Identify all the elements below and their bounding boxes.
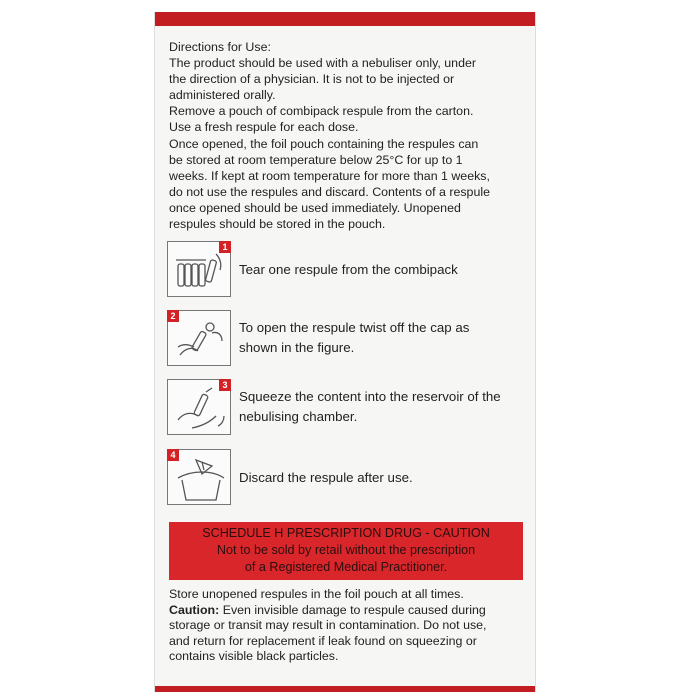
directions-text (169, 39, 533, 232)
step-3-line: Squeeze the content into the reservoir of the (239, 389, 501, 404)
step-1 (167, 241, 527, 301)
caution-line: Not to be sold by retail without the prescription (216, 543, 476, 557)
step-1-line: Tear one respule from the combipack (239, 262, 458, 277)
step-1-text (239, 260, 458, 280)
discard-bin-icon (172, 456, 228, 502)
directions-line: Once opened, the foil pouch containing the respules can (169, 136, 479, 151)
storage-line: storage or transit may result in contamination. Do not use, (169, 618, 487, 632)
storage-line: Store unopened respules in the foil pouch at all times. (169, 587, 464, 601)
directions-line: once opened should be used immediately. Unopened (169, 200, 461, 215)
respule-strip-icon (172, 248, 228, 294)
step-4 (167, 449, 527, 509)
step-2-illustration (167, 310, 231, 366)
storage-caution-line (169, 603, 533, 619)
directions-line: be stored at room temperature below 25°C for up to 1 (169, 152, 463, 167)
step-2-number: 2 (167, 310, 179, 322)
step-3-line: nebulising chamber. (239, 409, 358, 424)
directions-line: The product should be used with a nebuliser only, under (169, 56, 476, 71)
directions-line: weeks. If kept at room temperature for more than 1 weeks, (169, 168, 490, 183)
step-4-illustration (167, 449, 231, 505)
directions-line: administered orally. (169, 88, 276, 103)
storage-text (169, 587, 533, 665)
caution-line: of a Registered Medical Practitioner. (244, 560, 448, 574)
directions-line: Use a fresh respule for each dose. (169, 120, 359, 135)
directions-line: do not use the respules and discard. Contents of a respule (169, 184, 490, 199)
step-1-number: 1 (219, 241, 231, 253)
directions-line: Remove a pouch of combipack respule from the carton. (169, 104, 474, 119)
directions-line: Directions for Use: (169, 40, 271, 54)
step-1-illustration (167, 241, 231, 297)
step-3-number: 3 (219, 379, 231, 391)
caution-heading: SCHEDULE H PRESCRIPTION DRUG - CAUTION (202, 526, 490, 540)
step-2 (167, 310, 527, 370)
directions-line: the direction of a physician. It is not to be injected or (169, 72, 455, 87)
caution-label: Caution: (169, 602, 220, 617)
step-3-illustration (167, 379, 231, 435)
step-4-number: 4 (167, 449, 179, 461)
storage-line: contains visible black particles. (169, 649, 339, 663)
carton-panel (154, 12, 536, 692)
step-4-text (239, 468, 413, 488)
bottom-red-band (155, 686, 535, 692)
twist-cap-icon (172, 317, 228, 363)
step-3-text (239, 387, 501, 427)
caution-rest: Even invisible damage to respule caused during (219, 602, 486, 617)
squeeze-respule-icon (172, 386, 228, 432)
step-3 (167, 379, 527, 439)
step-4-line: Discard the respule after use. (239, 470, 413, 485)
step-2-line: shown in the figure. (239, 340, 355, 355)
top-red-band (155, 12, 535, 26)
step-2-line: To open the respule twist off the cap as (239, 320, 470, 335)
step-2-text (239, 318, 469, 358)
schedule-h-caution-box (169, 522, 523, 580)
directions-line: respules should be stored in the pouch. (169, 217, 386, 232)
storage-line: and return for replacement if leak found on squeezing or (169, 633, 477, 648)
